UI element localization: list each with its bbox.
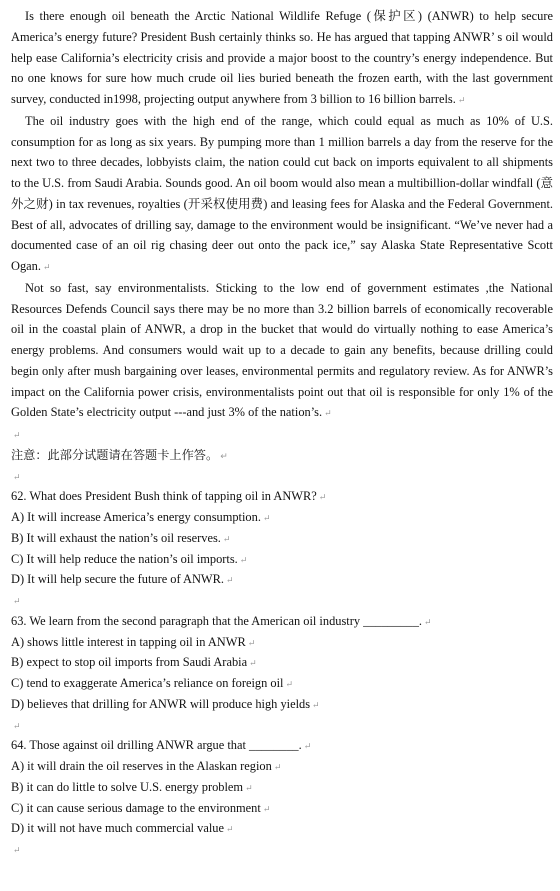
paragraph-mark-icon: ↵ [424,616,432,627]
passage-paragraph-1 [11,6,553,111]
passage-paragraph-3 [11,278,553,424]
question-63-option-b-text: B) expect to stop oil imports from Saudi Arabia [11,655,248,670]
question-64-stem-text: 64. Those against oil drilling ANWR argue that ________. [11,738,302,753]
question-62-option-d [11,569,553,590]
paragraph-mark-icon: ↵ [13,845,21,855]
question-62-option-a-text: A) It will increase America’s energy consumption. [11,510,261,524]
paragraph-mark-icon: ↵ [225,824,234,835]
blank-line [11,466,553,487]
blank-line [11,715,553,736]
question-62-option-c [11,549,553,570]
paragraph-mark-icon: ↵ [285,679,294,689]
question-63-option-c [11,673,553,694]
question-62-stem-text: 62. What does President Bush think of tapping oil in ANWR? [11,489,317,504]
answer-sheet-notice-text: 注意：此部分试题请在答题卡上作答。 [11,447,219,462]
question-63-option-c-text: C) tend to exaggerate America’s reliance on foreign oil [11,676,284,690]
paragraph-mark-icon: ↵ [222,533,231,544]
question-63-stem [11,611,553,632]
paragraph-mark-icon: ↵ [273,762,282,772]
passage-paragraph-2-text: The oil industry goes with the high end of the range, which could equal as much as 10% of U.S. consumption for as long as six years. By pumping more than 1 million barrels a day from the reserve for the next two to three decades, lobbyists claim, the nation could cut back on imports equivalent to all shipments to the U.S. from Saudi Arabia. Sounds good. An oil boom would also mean a multibillion-dollar windfall (意外之财) in tax revenues, royalties (开采权使用费) and leasing fees for Alaska and the Federal Government. Best of all, advocates of drilling say, damage to the environment would be insignificant. “We’ve never had a documented case of an oil rig chasing deer out onto the pack ice,” say Alaska State Representative Scott Ogan. [11,113,553,273]
paragraph-mark-icon: ↵ [42,262,51,272]
paragraph-mark-icon: ↵ [13,720,21,731]
paragraph-mark-icon: ↵ [220,451,228,462]
answer-sheet-notice [11,445,553,466]
question-63-option-b [11,652,553,673]
question-62-option-d-text: D) It will help secure the future of ANWR. [11,572,224,587]
question-64-option-c [11,798,553,819]
paragraph-mark-icon: ↵ [318,492,327,503]
question-62-option-c-text: C) It will help reduce the nation’s oil imports. [11,551,238,566]
paragraph-mark-icon: ↵ [226,575,234,586]
passage-paragraph-1-text: Is there enough oil beneath the Arctic National Wildlife Refuge (保护区) (ANWR) to help secure America’s energy future? President Bush certainly thinks so. He has argued that tapping ANWR’ s oil would help ease California’s electricity crisis and provide a major boost to the country’s energy independence. But no one knows for sure how much crude oil lies buried beneath the frozen earth, with the last government survey, conducted in1998, projecting output anywhere from 3 billion to 16 billion barrels. [11,9,553,106]
paragraph-mark-icon: ↵ [245,782,253,793]
question-64-option-a [11,756,553,777]
question-62-option-a [11,507,553,528]
question-63-option-a [11,632,553,653]
paragraph-mark-icon: ↵ [249,658,257,669]
passage-paragraph-2 [11,111,553,278]
paragraph-mark-icon: ↵ [13,471,21,482]
question-64-option-d [11,818,553,839]
question-63-option-a-text: A) shows little interest in tapping oil in ANWR [11,634,246,649]
question-62-option-b [11,528,553,549]
question-62-option-b-text: B) It will exhaust the nation’s oil reserves. [11,530,221,545]
question-64-option-c-text: C) it can cause serious damage to the environment [11,800,261,815]
blank-line [11,424,553,445]
question-64-option-b [11,777,553,798]
paragraph-mark-icon: ↵ [247,637,256,648]
question-63-option-d [11,694,553,715]
exam-page [11,6,553,860]
question-64-option-d-text: D) it will not have much commercial value [11,821,224,836]
paragraph-mark-icon: ↵ [239,554,248,565]
paragraph-mark-icon: ↵ [324,408,332,419]
paragraph-mark-icon: ↵ [262,803,271,814]
question-64-option-b-text: B) it can do little to solve U.S. energy problem [11,779,244,794]
paragraph-mark-icon: ↵ [262,513,271,523]
question-64-option-a-text: A) it will drain the oil reserves in the Alaskan region [11,759,272,773]
question-63-option-d-text: D) believes that drilling for ANWR will produce high yields [11,696,311,711]
paragraph-mark-icon: ↵ [13,430,21,440]
passage-paragraph-3-text: Not so fast, say environmentalists. Sticking to the low end of government estimates ,the National Resources Defends Council says there may be no more than 3.2 billion barrels of economically recoverable oil in the coastal plain of ANWR, a drop in the bucket that would do virtually nothing to ease America’s energy problems. And consumers would wait up to a decade to gain any benefits, because drilling could begin only after mush bargaining over leases, environmental permits and regulatory review. As for ANWR’s impact on the California power crisis, environmentalists point out that oil is responsible for only 1% of the Golden State’s electricity output ---and just 3% of the nation’s. [11,280,553,420]
blank-line [11,839,553,860]
question-63-stem-text: 63. We learn from the second paragraph that the American oil industry _________. [11,613,422,628]
paragraph-mark-icon: ↵ [457,95,466,105]
paragraph-mark-icon: ↵ [13,596,21,606]
paragraph-mark-icon: ↵ [312,699,320,710]
paragraph-mark-icon: ↵ [303,741,312,752]
question-64-stem [11,735,553,756]
question-62-stem [11,486,553,507]
blank-line [11,590,553,611]
